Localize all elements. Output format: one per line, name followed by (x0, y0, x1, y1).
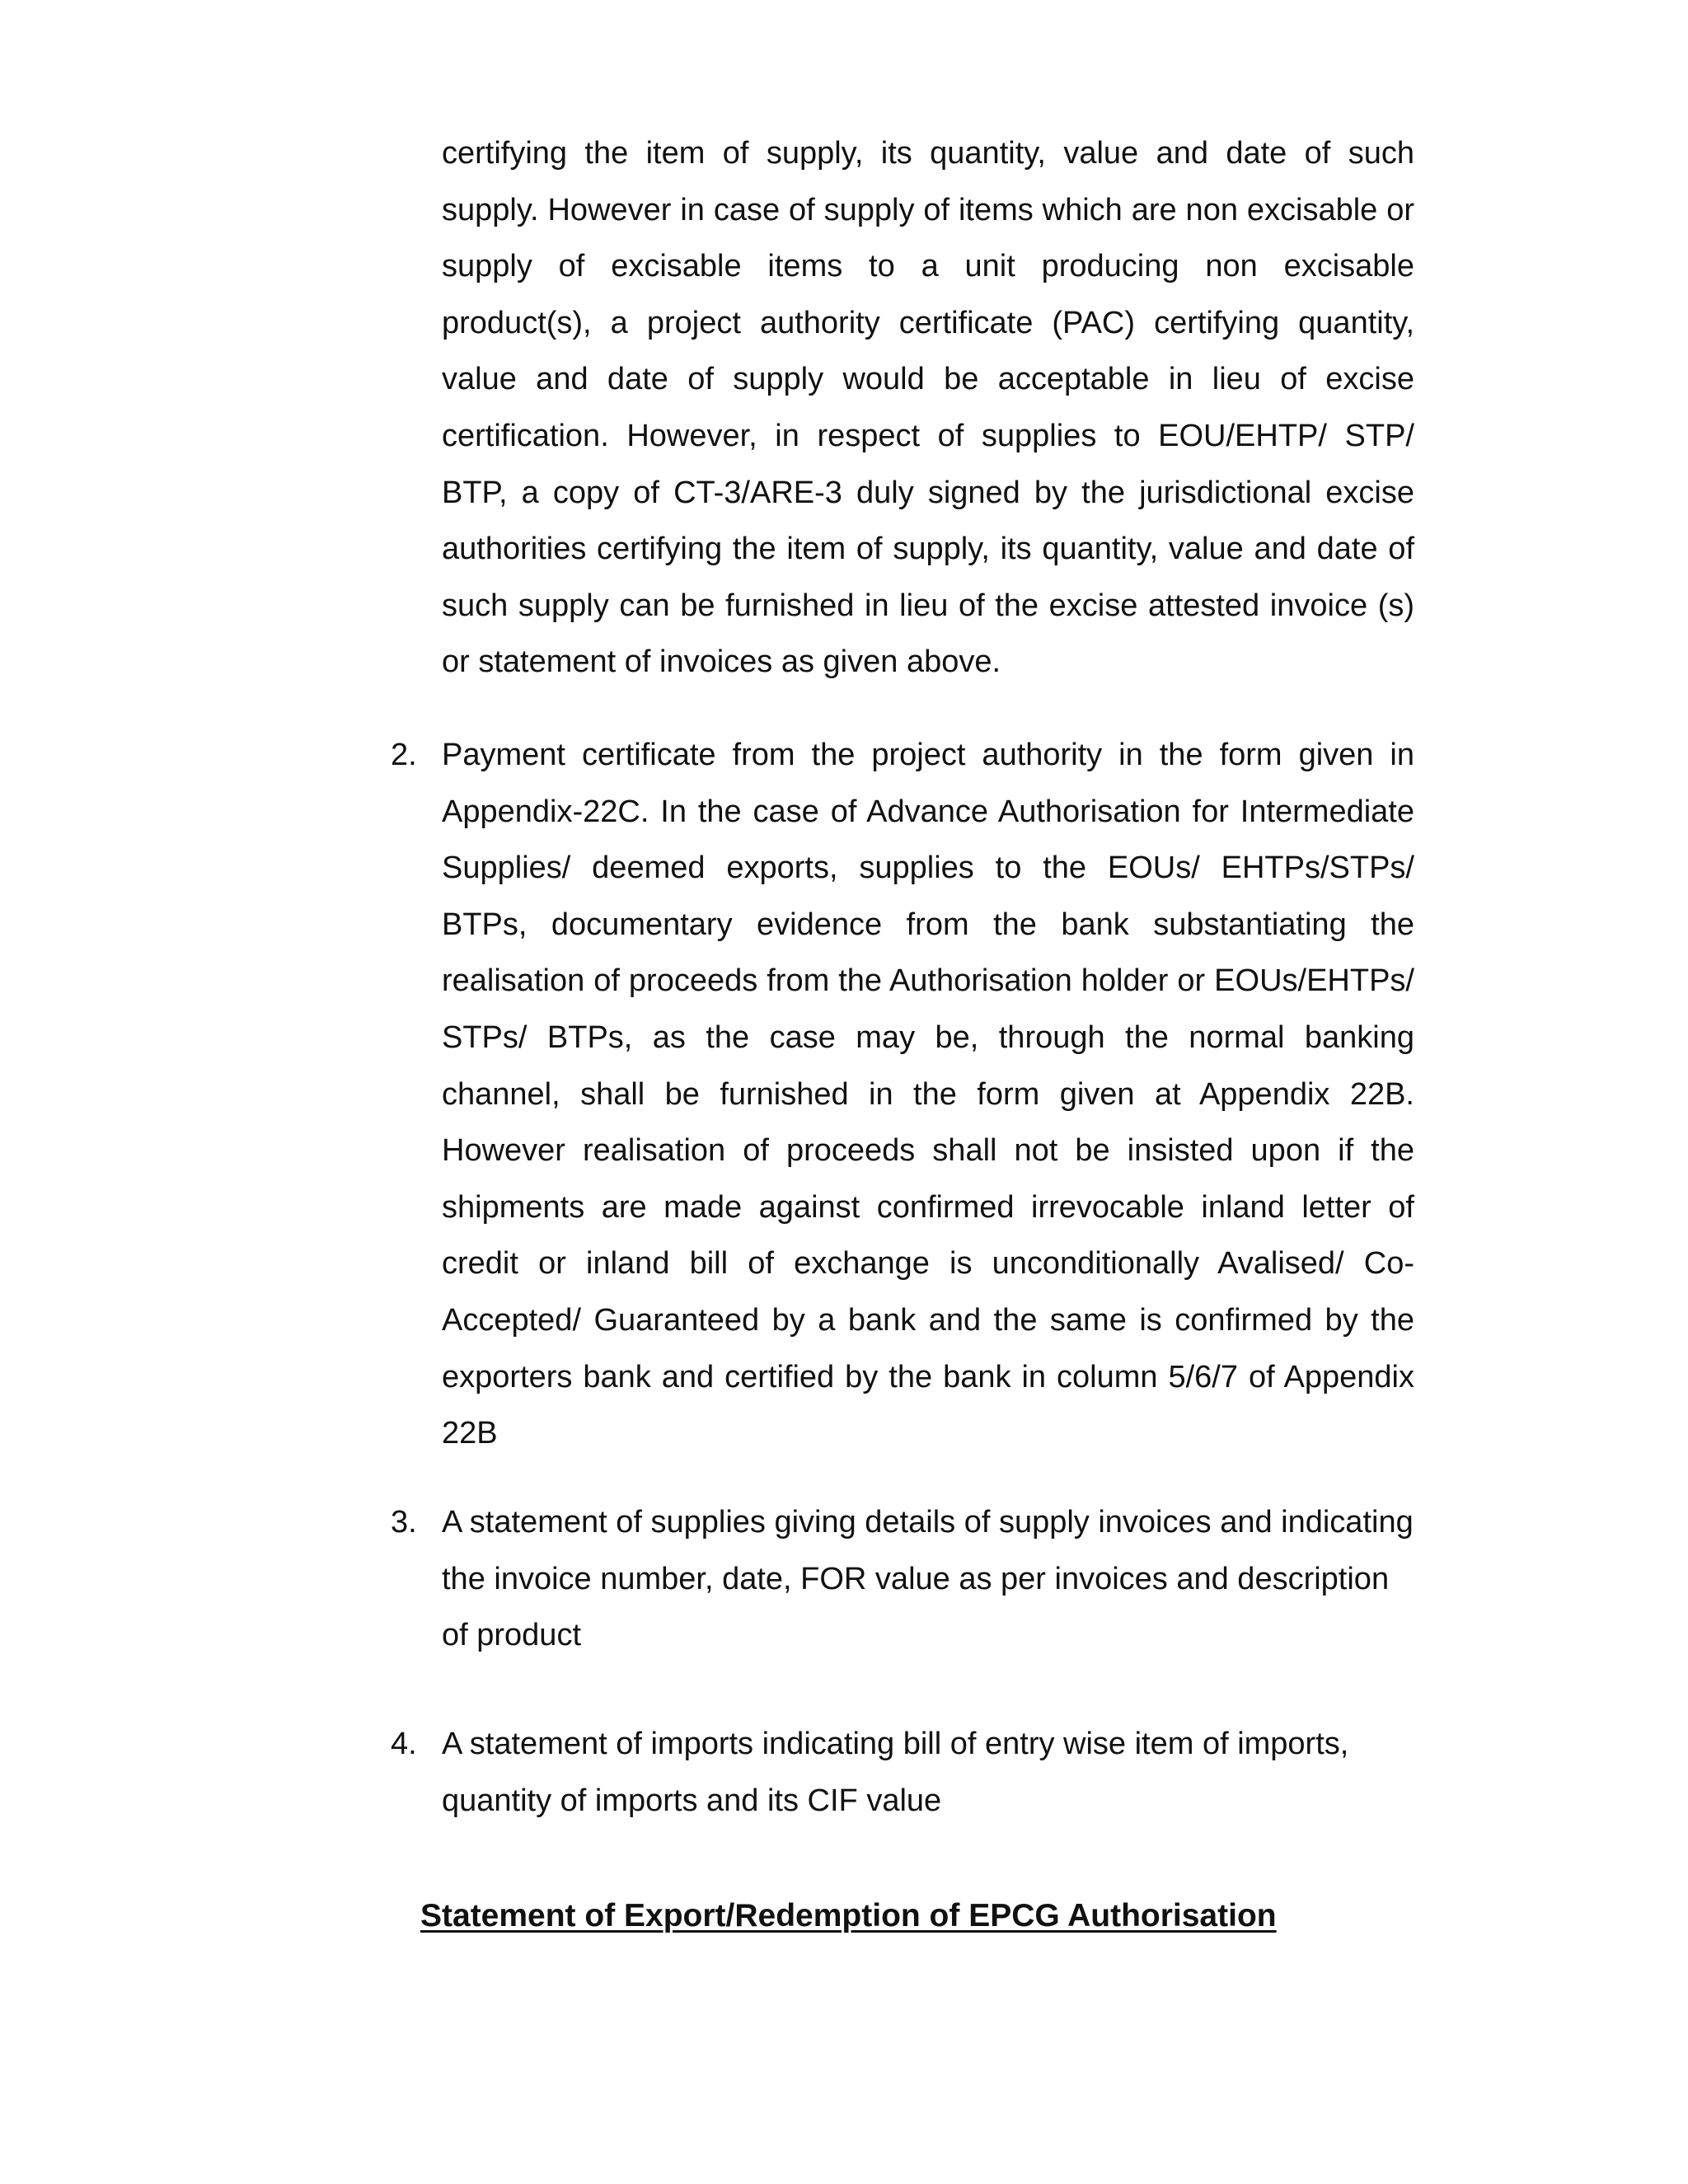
list-item-number: 4. (391, 1727, 417, 1761)
list-item-text: A statement of imports indicating bill of entry wise item of imports, quantity of imports and its CIF value (442, 1727, 1349, 1818)
list-item-number: 3. (391, 1505, 417, 1540)
list-item-text: A statement of supplies giving details of supply invoices and indicating the invoice number, date, FOR value as per invoices and description of product (442, 1505, 1414, 1653)
intro-paragraph: certifying the item of supply, its quantity, value and date of such supply. However in case of supply of items which are non excisable or supply of excisable items to a unit producing non excisable product(s), a project authority certificate (PAC) certifying quantity, value and date of supply would be acceptable in lieu of excise certification. However, in respect of supplies to EOU/EHTP/ STP/ BTP, a copy of CT-3/ARE-3 duly signed by the jurisdictional excise authorities certifying the item of supply, its quantity, value and date of such supply can be furnished in lieu of the excise attested invoice (s) or statement of invoices as given above. (442, 136, 1414, 680)
list-item-number: 2. (391, 738, 417, 772)
list-item-text: Payment certificate from the project authority in the form given in Appendix-22C. In the case of Advance Authorisation for Intermediate Supplies/ deemed exports, supplies to the EOUs/ EHTPs/STPs/ BTPs, documentary evidence from the bank substantiating the realisation of proceeds from the Authorisation holder or EOUs/EHTPs/ STPs/ BTPs, as the case may be, through the normal banking channel, shall be furnished in the form given at Appendix 22B. However realisation of proceeds shall not be insisted upon if the shipments are made against confirmed irrevocable inland letter of credit or inland bill of exchange is unconditionally Avalised/ Co- Accepted/ Guaranteed by a bank and the same is confirmed by the exporters bank and certified by the bank in column 5/6/7 of Appendix 22B (442, 738, 1414, 1451)
section-heading: Statement of Export/Redemption of EPCG Authorisation (420, 1898, 1277, 1933)
